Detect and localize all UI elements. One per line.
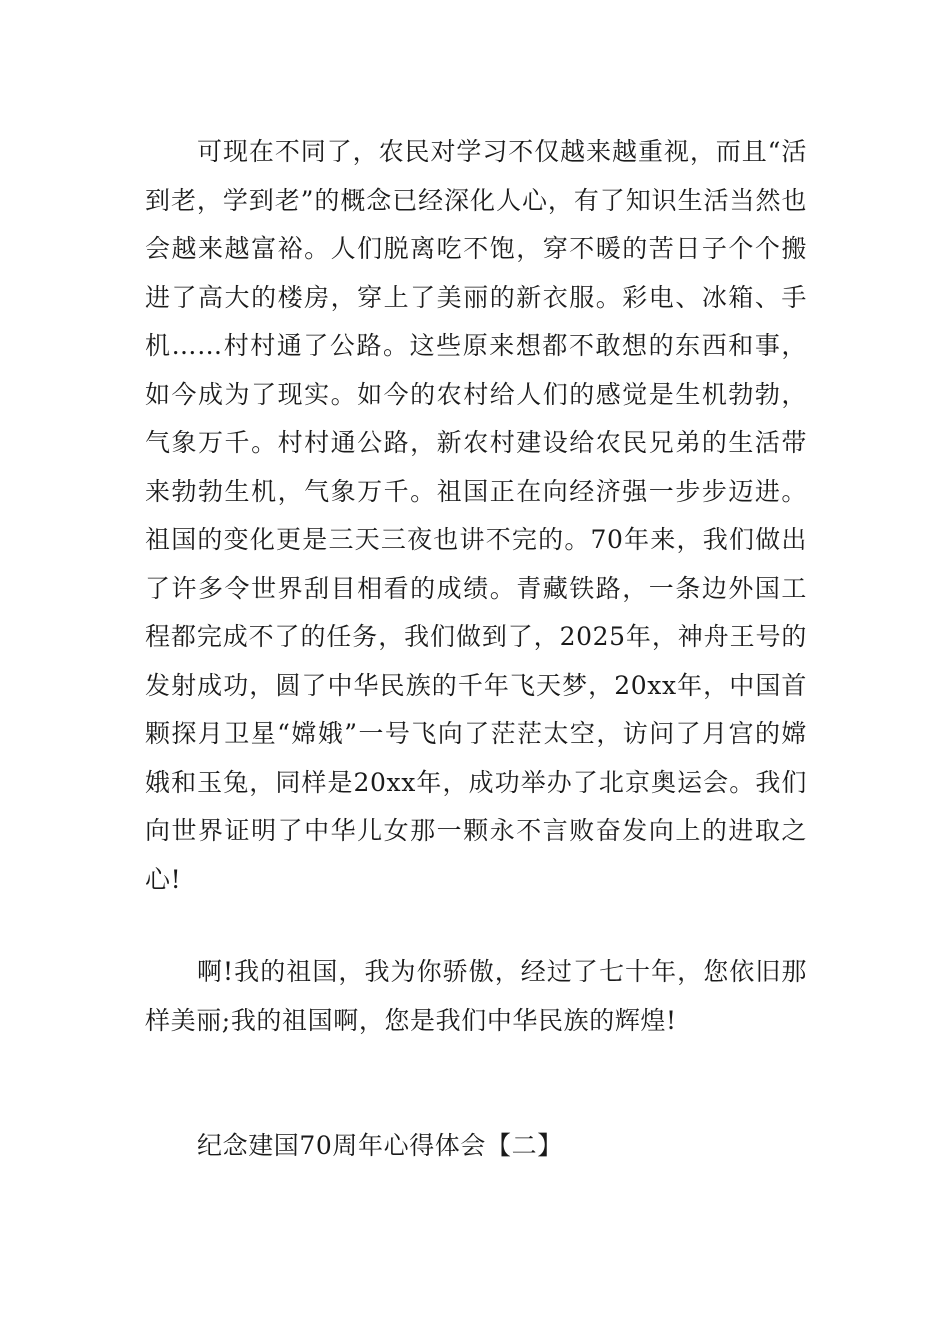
body-paragraph: 啊!我的祖国，我为你骄傲，经过了七十年，您依旧那样美丽;我的祖国啊，您是我们中华民族的辉煌! [145, 957, 807, 1035]
body-paragraph: 可现在不同了，农民对学习不仅越来越重视，而且“活到老，学到老”的概念已经深化人心，有了知识生活当然也会越来越富裕。人们脱离吃不饱，穿不暖的苦日子个个搬进了高大的楼房，穿上了美丽的新衣服。彩电、冰箱、手机……村村通了公路。这些原来想都不敢想的东西和事，如今成为了现实。如今的农村给人们的感觉是生机勃勃，气象万千。村村通公路，新农村建设给农民兄弟的生活带来勃勃生机，气象万千。祖国正在向经济强一步步迈进。祖国的变化更是三天三夜也讲不完的。70年来，我们做出了许多令世界刮目相看的成绩。青藏铁路，一条边外国工程都完成不了的任务，我们做到了，2025年，神舟王号的发射成功，圆了中华民族的千年飞天梦，20xx年，中国首颗探月卫星“嫦娥”一号飞向了茫茫太空，访问了月宫的嫦娥和玉兔，同样是20xx年，成功举办了北京奥运会。我们向世界证明了中华儿女那一颗永不言败奋发向上的进取之心! [145, 137, 807, 894]
section-heading: 纪念建国70周年心得体会【二】 [197, 1131, 563, 1160]
